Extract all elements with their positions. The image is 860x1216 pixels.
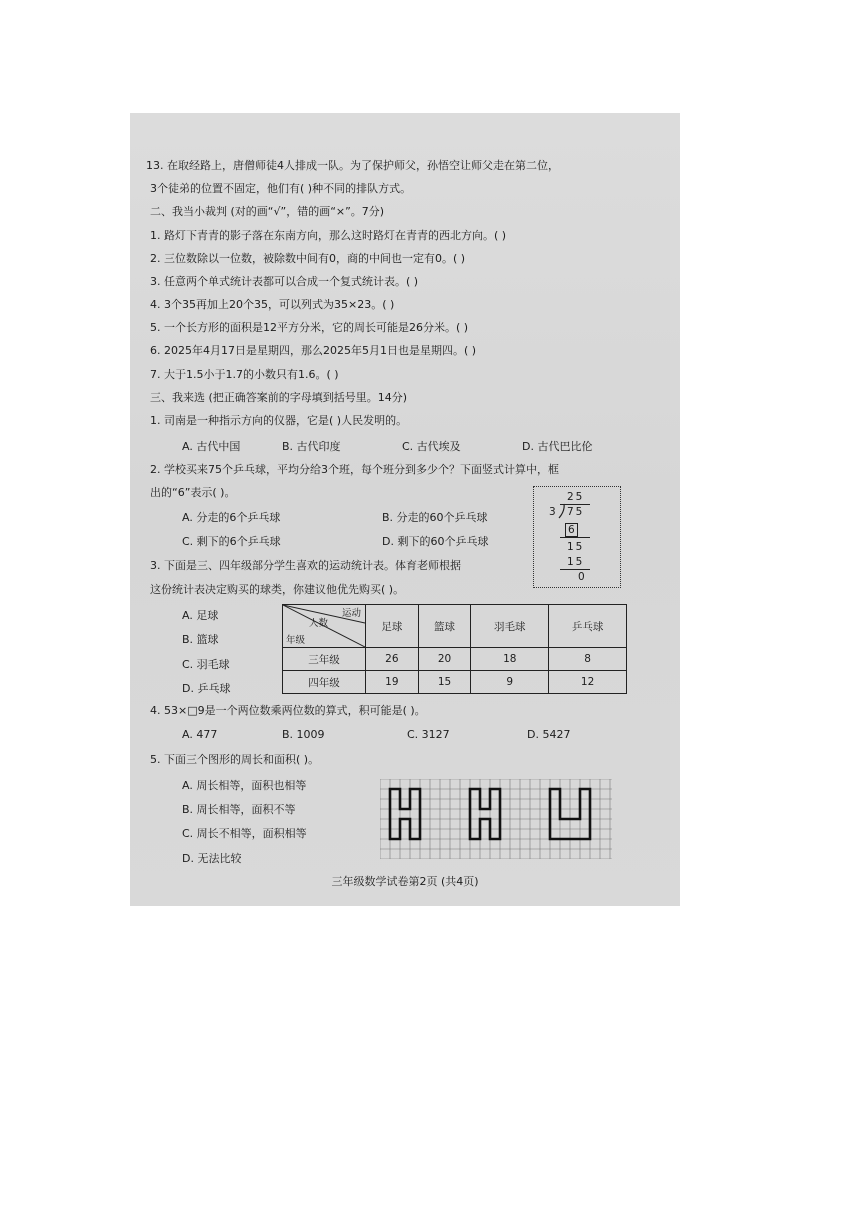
judge-question-7: 7. 大于1.5小于1.7的小数只有1.6。( ) bbox=[150, 368, 339, 381]
table-col-football: 足球 bbox=[366, 605, 419, 648]
choice-question-2-line-2: 出的“6”表示( )。 bbox=[150, 486, 236, 499]
table-col-basketball: 篮球 bbox=[418, 605, 471, 648]
q3-option-b: B. 篮球 bbox=[182, 633, 219, 646]
choice-question-2-line-1: 2. 学校买来75个乒乓球，平均分给3个班，每个班分到多少个？下面竖式计算中，框 bbox=[150, 463, 559, 476]
judge-question-3: 3. 任意两个单式统计表都可以合成一个复式统计表。( ) bbox=[150, 275, 419, 288]
section-2-heading: 二、我当小裁判 (对的画“√”，错的画“×”。7分) bbox=[150, 205, 385, 218]
judge-question-6: 6. 2025年4月17日是星期四，那么2025年5月1日也是星期四。( ) bbox=[150, 344, 477, 357]
header-count-label: 人数 bbox=[309, 618, 329, 629]
q4-option-d: D. 5427 bbox=[527, 728, 571, 741]
shape-2 bbox=[470, 789, 500, 839]
question-13-line-1: 13. 在取经路上，唐僧师徒4人排成一队。为了保护师父，孙悟空让师父走在第二位， bbox=[146, 159, 559, 172]
division-line-2 bbox=[560, 569, 590, 570]
q1-option-b: B. 古代印度 bbox=[282, 440, 341, 453]
table-row bbox=[283, 671, 627, 694]
q5-option-c: C. 周长不相等，面积相等 bbox=[182, 827, 307, 840]
division-bracket bbox=[558, 503, 566, 519]
table-row bbox=[283, 648, 627, 671]
table-cell: 8 bbox=[549, 648, 627, 671]
page-footer: 三年级数学试卷第2页 (共4页) bbox=[331, 875, 479, 888]
division-quotient: 25 bbox=[567, 491, 585, 503]
table-cell: 15 bbox=[418, 671, 471, 694]
choice-question-5: 5. 下面三个图形的周长和面积( )。 bbox=[150, 753, 320, 766]
shape-1 bbox=[390, 789, 420, 839]
judge-question-4: 4. 3个35再加上20个35，可以列式为35×23。( ) bbox=[150, 298, 395, 311]
division-line-1 bbox=[560, 537, 590, 538]
table-cell: 9 bbox=[471, 671, 549, 694]
q1-option-a: A. 古代中国 bbox=[182, 440, 241, 453]
division-final: 0 bbox=[578, 571, 587, 583]
q4-option-a: A. 477 bbox=[182, 728, 218, 741]
q2-option-c: C. 剩下的6个乒乓球 bbox=[182, 535, 281, 548]
table-col-pingpong: 乒乓球 bbox=[549, 605, 627, 648]
table-cell: 12 bbox=[549, 671, 627, 694]
row-grade: 三年级 bbox=[283, 648, 366, 671]
table-cell: 20 bbox=[418, 648, 471, 671]
judge-question-2: 2. 三位数除以一位数，被除数中间有0，商的中间也一定有0。( ) bbox=[150, 252, 466, 265]
q5-option-d: D. 无法比较 bbox=[182, 852, 242, 865]
q1-option-c: C. 古代埃及 bbox=[402, 440, 461, 453]
division-subtract-2: 15 bbox=[567, 556, 585, 568]
q5-option-b: B. 周长相等，面积不等 bbox=[182, 803, 296, 816]
judge-question-5: 5. 一个长方形的面积是12平方分米，它的周长可能是26分米。( ) bbox=[150, 321, 469, 334]
q2-option-d: D. 剩下的60个乒乓球 bbox=[382, 535, 489, 548]
header-sport-label: 运动 bbox=[341, 608, 361, 619]
header-grade-label: 年级 bbox=[286, 635, 306, 646]
choice-question-3-line-1: 3. 下面是三、四年级部分学生喜欢的运动统计表。体育老师根据 bbox=[150, 559, 461, 572]
exam-page bbox=[130, 113, 680, 906]
q3-option-c: C. 羽毛球 bbox=[182, 658, 230, 671]
q2-option-a: A. 分走的6个乒乓球 bbox=[182, 511, 281, 524]
q3-option-a: A. 足球 bbox=[182, 609, 219, 622]
division-divisor: 3 bbox=[549, 506, 558, 518]
table-col-badminton: 羽毛球 bbox=[471, 605, 549, 648]
q5-option-a: A. 周长相等，面积也相等 bbox=[182, 779, 307, 792]
q1-option-d: D. 古代巴比伦 bbox=[522, 440, 593, 453]
q4-option-c: C. 3127 bbox=[407, 728, 450, 741]
judge-question-1: 1. 路灯下青青的影子落在东南方向，那么这时路灯在青青的西北方向。( ) bbox=[150, 229, 507, 242]
choice-question-4: 4. 53×□9是一个两位数乘两位数的算式，积可能是( )。 bbox=[150, 704, 426, 717]
table-cell: 26 bbox=[366, 648, 419, 671]
q4-option-b: B. 1009 bbox=[282, 728, 325, 741]
table-cell: 19 bbox=[366, 671, 419, 694]
table-cell: 18 bbox=[471, 648, 549, 671]
question-13-line-2: 3个徒弟的位置不固定，他们有( )种不同的排队方式。 bbox=[150, 182, 412, 195]
shapes-grid bbox=[380, 779, 612, 859]
q3-option-d: D. 乒乓球 bbox=[182, 682, 231, 695]
division-dividend: 75 bbox=[567, 506, 585, 518]
long-division-box bbox=[533, 486, 621, 588]
section-3-heading: 三、我来选 (把正确答案前的字母填到括号里。14分) bbox=[150, 391, 408, 404]
row-grade: 四年级 bbox=[283, 671, 366, 694]
q2-option-b: B. 分走的60个乒乓球 bbox=[382, 511, 488, 524]
division-boxed-digit: 6 bbox=[565, 523, 578, 537]
division-remainder-1: 15 bbox=[567, 541, 585, 553]
choice-question-1: 1. 司南是一种指示方向的仪器，它是( )人民发明的。 bbox=[150, 414, 408, 427]
table-diagonal-header bbox=[283, 605, 366, 648]
choice-question-3-line-2: 这份统计表决定购买的球类，你建议他优先购买( )。 bbox=[150, 583, 405, 596]
sports-stat-table bbox=[282, 604, 627, 694]
